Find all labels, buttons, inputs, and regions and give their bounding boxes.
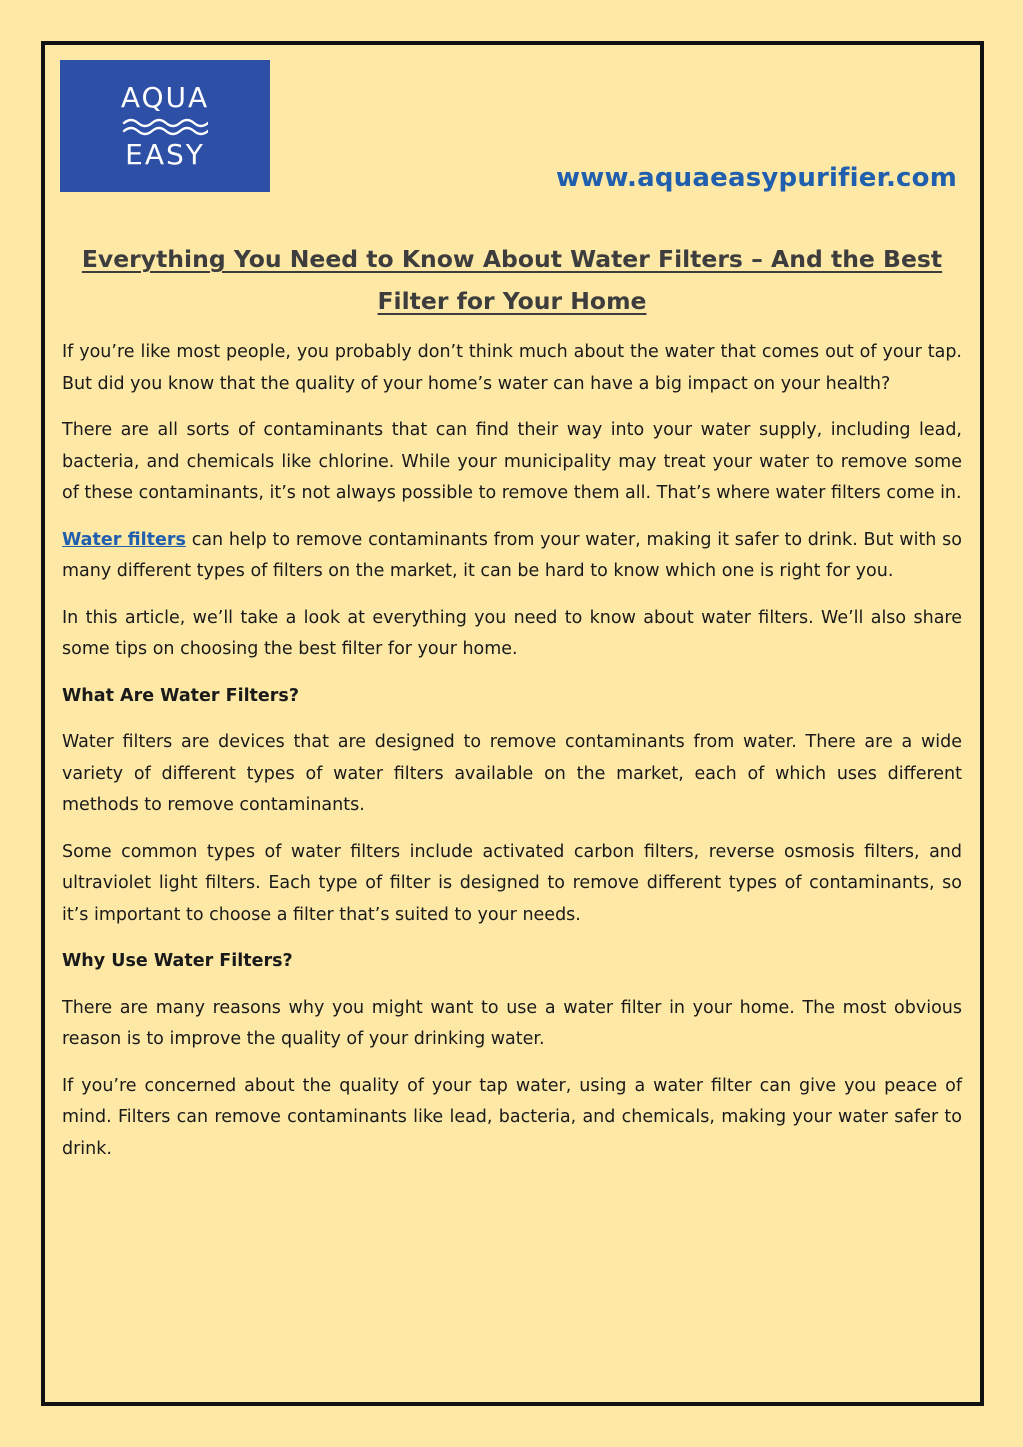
wave-icon	[122, 116, 208, 136]
section1-paragraph-2: Some common types of water filters include activated carbon filters, reverse osmosis filters, and ultraviolet light filters. Each type of filter is designed to remove different types of contaminants, so it’s important to choose a filter that’s suited to your needs.	[62, 841, 962, 925]
intro-paragraph-3	[62, 525, 962, 588]
site-url-link[interactable]: www.aquaeasypurifier.com	[556, 163, 957, 193]
article-body	[62, 337, 962, 1180]
logo-word-bottom: EASY	[125, 137, 205, 171]
intro-paragraph-3-text: can help to remove contaminants from your water, making it safer to drink. But with so many different types of filters on the market, it can be hard to know which one is right for you.	[62, 529, 962, 581]
water-filters-link[interactable]: Water filters	[62, 529, 186, 550]
aqua-easy-logo	[60, 60, 270, 192]
section2-paragraph-2: If you’re concerned about the quality of your tap water, using a water filter can give you peace of mind. Filters can remove contaminants like lead, bacteria, and chemicals, making your water safer to drink.	[62, 1075, 962, 1159]
intro-paragraph-4: In this article, we’ll take a look at everything you need to know about water filters. We’ll also share some tips on choosing the best filter for your home.	[62, 607, 962, 659]
section1-paragraph-1: Water filters are devices that are designed to remove contaminants from water. There are a wide variety of different types of water filters available on the market, each of which uses different methods to remove contaminants.	[62, 732, 962, 815]
page-title-text: Everything You Need to Know About Water Filters – And the Best Filter for Your Home	[81, 245, 943, 315]
section2-paragraph-1: There are many reasons why you might want to use a water filter in your home. The most obvious reason is to improve the quality of your drinking water.	[62, 997, 962, 1049]
intro-paragraph-2: There are all sorts of contaminants that can find their way into your water supply, including lead, bacteria, and chemicals like chlorine. While your municipality may treat your water to remove some of these contaminants, it’s not always possible to remove them all. That’s where water filters come in.	[62, 420, 962, 503]
section-heading-what-are: What Are Water Filters?	[62, 685, 299, 706]
section-heading-why-use: Why Use Water Filters?	[62, 951, 293, 971]
page-title	[62, 238, 962, 322]
logo-word-top: AQUA	[120, 80, 210, 114]
intro-paragraph-1: If you’re like most people, you probably don’t think much about the water that comes out of your tap. But did you know that the quality of your home’s water can have a big impact on your health?	[62, 342, 962, 394]
